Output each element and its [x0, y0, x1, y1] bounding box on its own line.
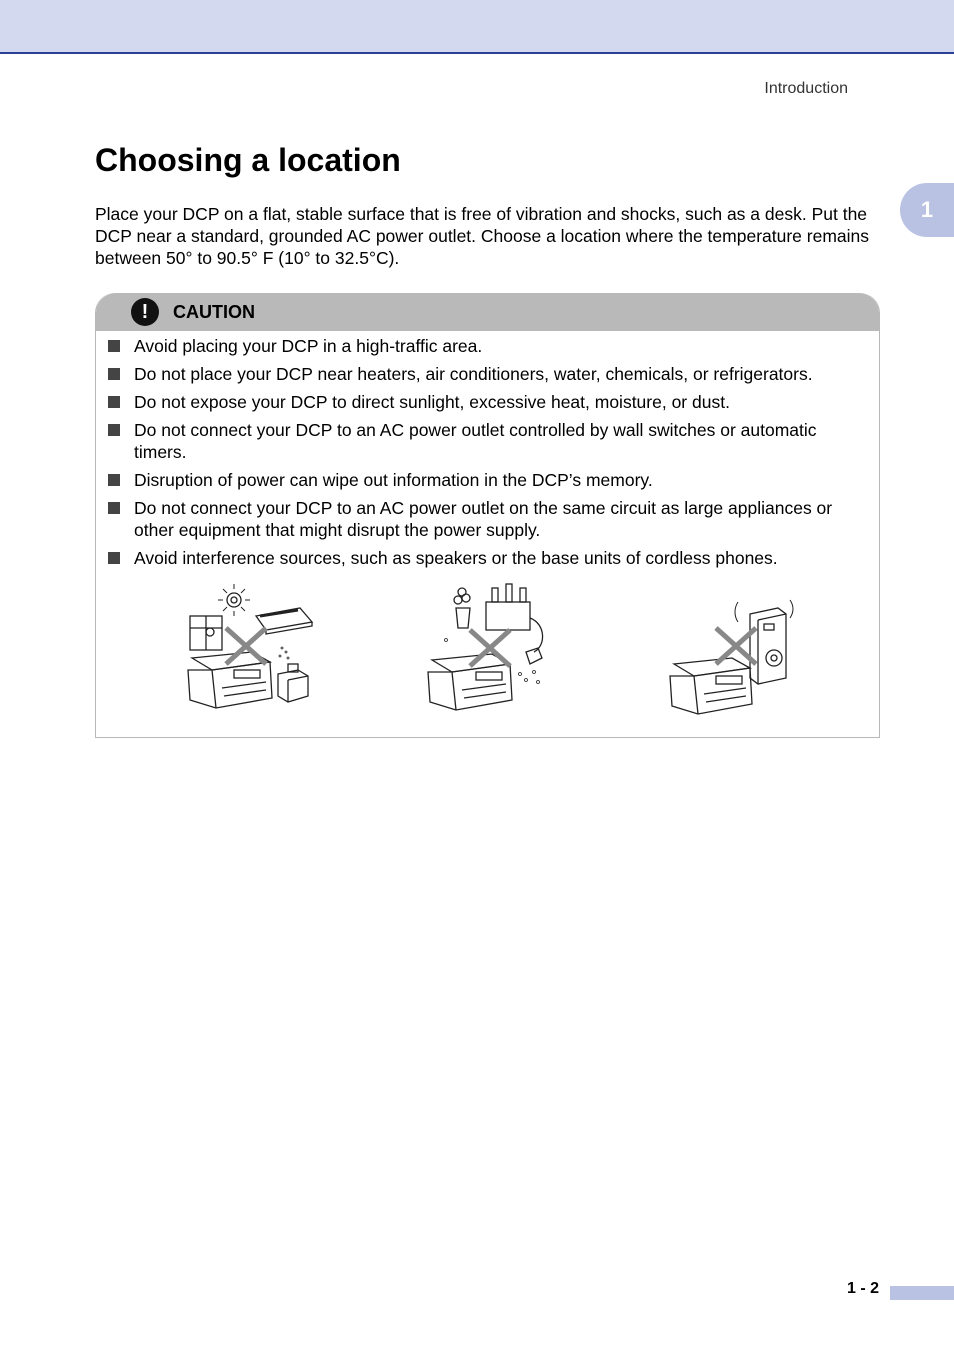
page-title: Choosing a location — [95, 142, 401, 178]
square-bullet-icon — [108, 340, 120, 352]
printer-near-speaker-icon — [664, 578, 804, 723]
printer-near-water-chemicals-icon — [422, 578, 562, 723]
list-item: Do not connect your DCP to an AC power outlet controlled by wall switches or automatic timers. — [96, 419, 879, 463]
printer-near-heat-sun-icon — [182, 578, 322, 723]
caution-header — [96, 293, 879, 331]
page-number: 1 - 2 — [847, 1280, 880, 1297]
caution-list — [96, 331, 879, 569]
list-item: Disruption of power can wipe out information in the DCP’s memory. — [96, 469, 879, 491]
footer-band — [890, 1286, 954, 1300]
square-bullet-icon — [108, 396, 120, 408]
section-label: Introduction — [764, 80, 848, 97]
list-item: Avoid placing your DCP in a high-traffic area. — [96, 335, 879, 357]
square-bullet-icon — [108, 368, 120, 380]
caution-box — [95, 293, 880, 738]
exclamation-icon: ! — [131, 298, 159, 326]
square-bullet-icon — [108, 552, 120, 564]
square-bullet-icon — [108, 424, 120, 436]
list-item: Do not expose your DCP to direct sunlight, excessive heat, moisture, or dust. — [96, 391, 879, 413]
caution-title: CAUTION — [173, 302, 255, 322]
list-item: Do not place your DCP near heaters, air conditioners, water, chemicals, or refrigerators. — [96, 363, 879, 385]
square-bullet-icon — [108, 502, 120, 514]
chapter-tab[interactable]: 1 — [900, 183, 954, 237]
intro-paragraph: Place your DCP on a flat, stable surface that is free of vibration and shocks, such as a desk. Put the DCP near a standard, grounded AC power outlet. Choose a location where the temperature remains between 50° to 90.5° F (10° to 32.5°C). — [95, 204, 870, 268]
list-item: Do not connect your DCP to an AC power outlet on the same circuit as large appliances or other equipment that might disrupt the power supply. — [96, 497, 879, 541]
header-band — [0, 0, 954, 54]
list-item: Avoid interference sources, such as speakers or the base units of cordless phones. — [96, 547, 879, 569]
square-bullet-icon — [108, 474, 120, 486]
